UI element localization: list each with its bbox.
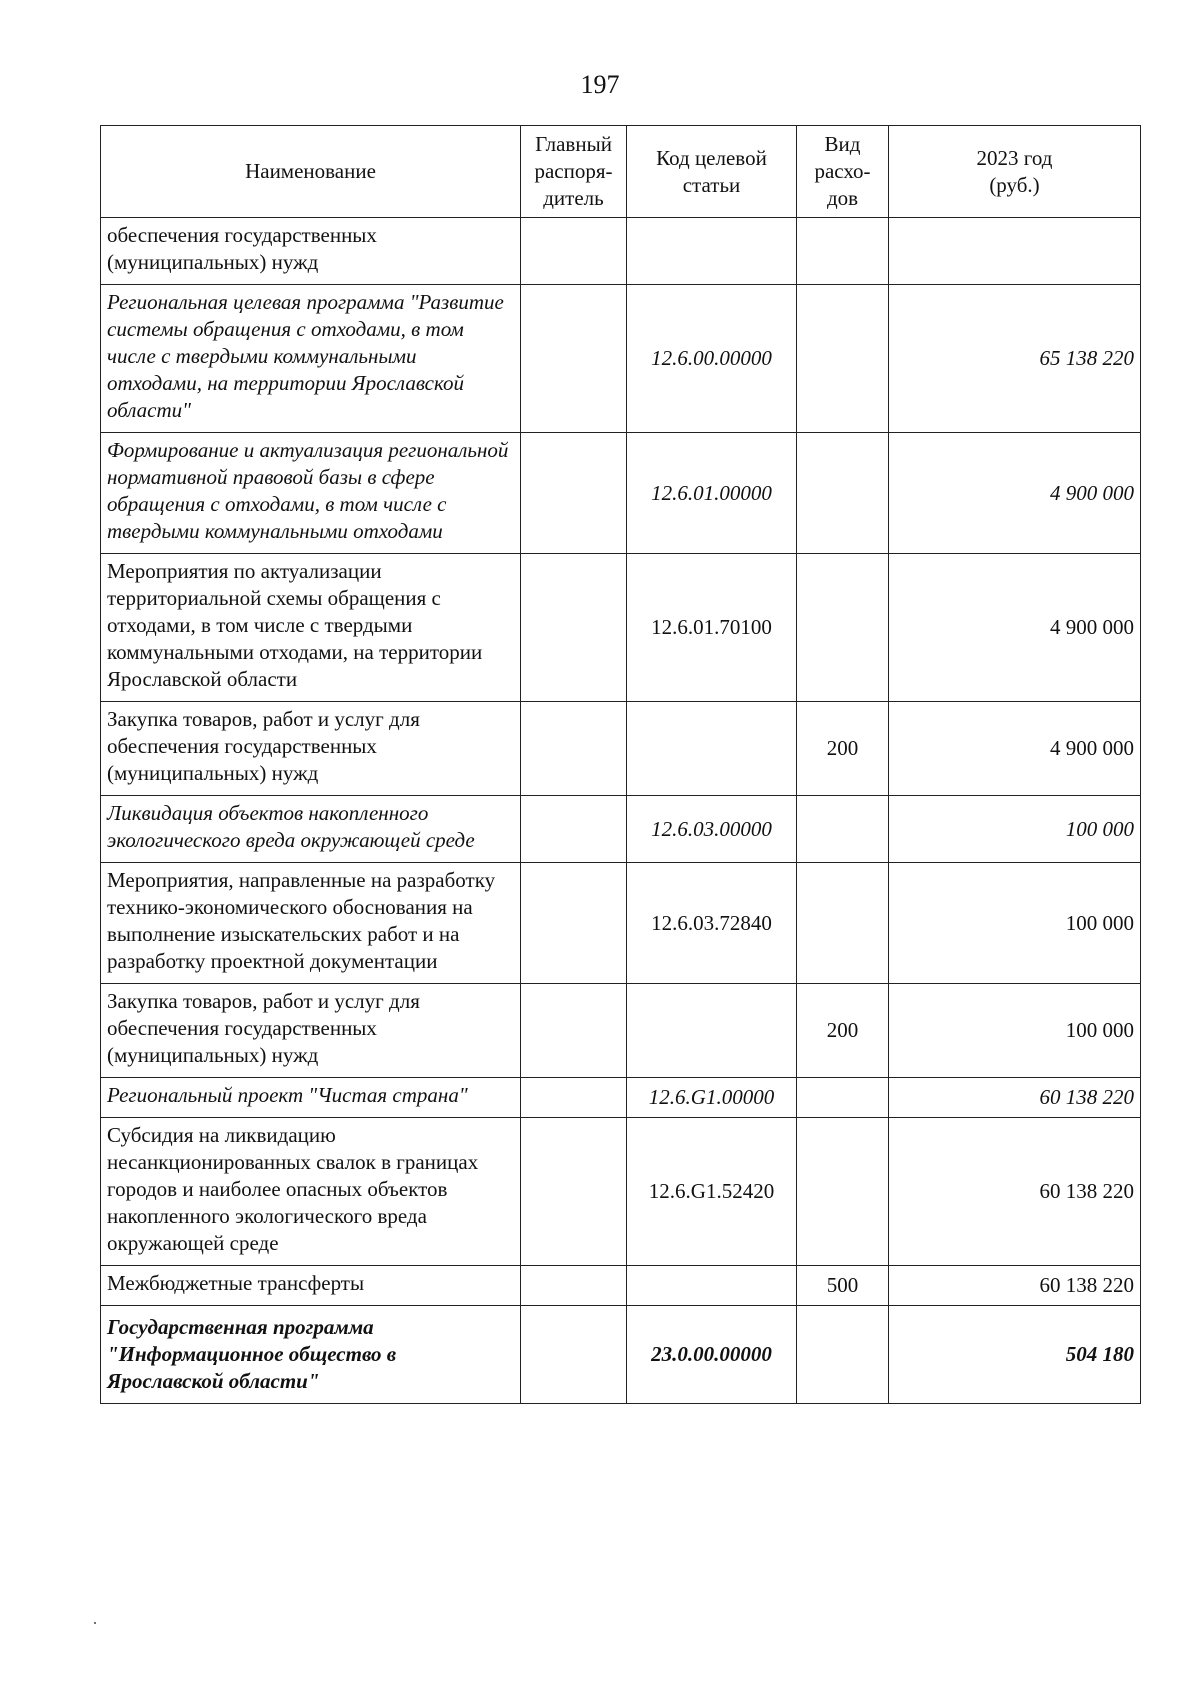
amount-cell: 60 138 220 <box>889 1118 1141 1266</box>
code-cell: 12.6.G1.52420 <box>627 1118 797 1266</box>
kind-cell <box>797 1306 889 1404</box>
budget-table <box>100 125 1141 1404</box>
amount-cell: 100 000 <box>889 796 1141 863</box>
code-cell <box>627 984 797 1078</box>
scan-speck <box>94 1622 96 1624</box>
code-cell: 12.6.01.70100 <box>627 554 797 702</box>
code-cell: 12.6.G1.00000 <box>627 1078 797 1118</box>
code-cell <box>627 1266 797 1306</box>
table-row <box>101 796 1141 863</box>
name-cell: Межбюджетные трансферты <box>101 1266 521 1306</box>
amount-cell: 504 180 <box>889 1306 1141 1404</box>
manager-cell <box>521 218 627 285</box>
table-row <box>101 702 1141 796</box>
name-cell: Формирование и актуализация региональной нормативной правовой базы в сфере обращения с отходами, в том числе с твердыми коммунальными отходами <box>101 433 521 554</box>
table-row <box>101 1118 1141 1266</box>
manager-cell <box>521 984 627 1078</box>
manager-cell <box>521 863 627 984</box>
amount-cell: 4 900 000 <box>889 433 1141 554</box>
code-cell: 23.0.00.00000 <box>627 1306 797 1404</box>
kind-cell <box>797 1078 889 1118</box>
name-cell: обеспечения государственных (муниципальных) нужд <box>101 218 521 285</box>
amount-cell: 65 138 220 <box>889 285 1141 433</box>
amount-cell: 100 000 <box>889 863 1141 984</box>
amount-cell: 100 000 <box>889 984 1141 1078</box>
kind-cell: 200 <box>797 702 889 796</box>
manager-cell <box>521 1078 627 1118</box>
kind-cell <box>797 218 889 285</box>
name-cell: Региональная целевая программа "Развитие системы обращения с отходами, в том числе с твердыми коммунальными отходами, на территории Ярославской области" <box>101 285 521 433</box>
table-row <box>101 1266 1141 1306</box>
code-cell: 12.6.03.00000 <box>627 796 797 863</box>
kind-cell: 500 <box>797 1266 889 1306</box>
page-number: 197 <box>580 70 620 99</box>
name-cell: Закупка товаров, работ и услуг для обеспечения государственных (муниципальных) нужд <box>101 984 521 1078</box>
manager-cell <box>521 1306 627 1404</box>
header-name: Наименование <box>101 126 521 218</box>
kind-cell <box>797 796 889 863</box>
amount-cell: 60 138 220 <box>889 1266 1141 1306</box>
kind-cell <box>797 863 889 984</box>
table-row <box>101 285 1141 433</box>
header-amount: 2023 год (руб.) <box>889 126 1141 218</box>
name-cell: Региональный проект "Чистая страна" <box>101 1078 521 1118</box>
table-row <box>101 984 1141 1078</box>
table-row <box>101 1306 1141 1404</box>
table-body <box>101 218 1141 1404</box>
amount-cell: 4 900 000 <box>889 554 1141 702</box>
table-row <box>101 1078 1141 1118</box>
table-row <box>101 433 1141 554</box>
code-cell: 12.6.00.00000 <box>627 285 797 433</box>
code-cell <box>627 702 797 796</box>
amount-cell: 60 138 220 <box>889 1078 1141 1118</box>
name-cell: Субсидия на ликвидацию несанкционированных свалок в границах городов и наиболее опасных объектов накопленного экологического вреда окружающей среде <box>101 1118 521 1266</box>
manager-cell <box>521 433 627 554</box>
table-row <box>101 863 1141 984</box>
header-kind: Вид расхо- дов <box>797 126 889 218</box>
manager-cell <box>521 285 627 433</box>
table-header-row <box>101 126 1141 218</box>
name-cell: Государственная программа "Информационное общество в Ярославской области" <box>101 1306 521 1404</box>
manager-cell <box>521 1266 627 1306</box>
manager-cell <box>521 554 627 702</box>
kind-cell <box>797 554 889 702</box>
kind-cell <box>797 1118 889 1266</box>
manager-cell <box>521 702 627 796</box>
amount-cell <box>889 218 1141 285</box>
table-row <box>101 218 1141 285</box>
code-cell: 12.6.01.00000 <box>627 433 797 554</box>
header-code: Код целевой статьи <box>627 126 797 218</box>
header-manager: Главный распоря- дитель <box>521 126 627 218</box>
kind-cell <box>797 433 889 554</box>
kind-cell <box>797 285 889 433</box>
name-cell: Ликвидация объектов накопленного экологического вреда окружающей среде <box>101 796 521 863</box>
name-cell: Мероприятия по актуализации территориальной схемы обращения с отходами, в том числе с твердыми коммунальными отходами, на территории Ярославской области <box>101 554 521 702</box>
name-cell: Мероприятия, направленные на разработку технико-экономического обоснования на выполнение изыскательских работ и на разработку проектной документации <box>101 863 521 984</box>
amount-cell: 4 900 000 <box>889 702 1141 796</box>
kind-cell: 200 <box>797 984 889 1078</box>
table-row <box>101 554 1141 702</box>
code-cell <box>627 218 797 285</box>
code-cell: 12.6.03.72840 <box>627 863 797 984</box>
name-cell: Закупка товаров, работ и услуг для обеспечения государственных (муниципальных) нужд <box>101 702 521 796</box>
manager-cell <box>521 796 627 863</box>
manager-cell <box>521 1118 627 1266</box>
